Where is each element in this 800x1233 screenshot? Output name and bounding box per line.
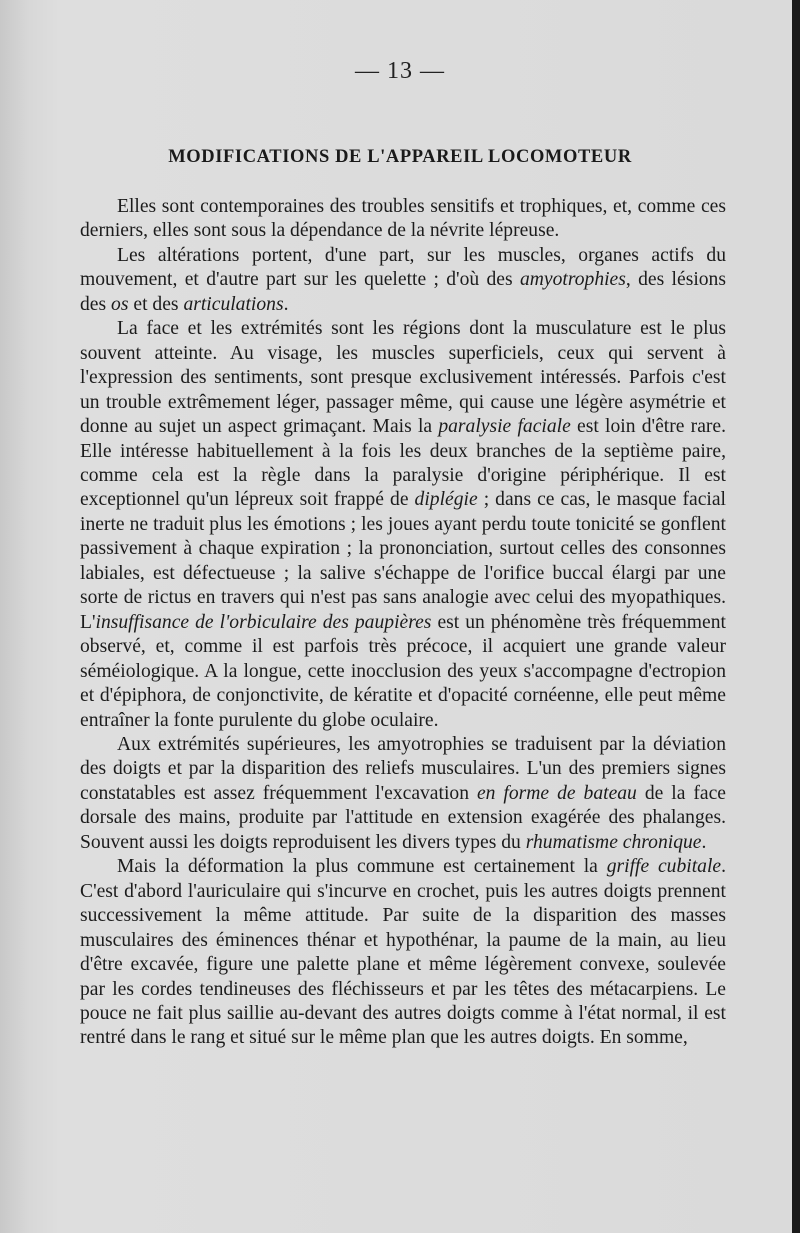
paragraph xyxy=(80,195,726,244)
italic-term: insuffisance de l'orbiculaire des paupières xyxy=(95,611,432,633)
page-number: — 13 — xyxy=(355,58,445,84)
paragraph xyxy=(80,733,726,855)
text-run: Mais la déformation la plus commune est certainement la xyxy=(117,856,607,878)
text-run: ; dans ce cas, le masque facial inerte ne traduit plus les émotions ; les joues ayant perdu toute tonicité se gonflent passivement à chaque expiration ; la prononciation, surtout celles des consonnes labiales, est défectueuse ; la salive s'échappe de l'orifice buccal élargi par une sorte de rictus en travers qui n'est pas sans analogie avec celui des myopathiques. L' xyxy=(80,489,726,633)
text-run: Aux extrémités supérieures, les amyotrophies se traduisent par la déviation des doigts et par la disparition des reliefs musculaires. L'un des premiers signes constatables est assez fréquemment l'excavation xyxy=(80,733,726,804)
text-run: est loin d'être rare. Elle intéresse habituellement à la fois les deux branches de la septième paire, comme cela est la règle dans la paralysie d'origine périphérique. Il est exceptionnel qu'un lépreux soit frappé de xyxy=(80,416,727,511)
text-run: Les altérations portent, d'une part, sur les muscles, organes actifs du mouvement, et d'autre part sur les quelette ; d'où des xyxy=(80,244,726,291)
text-run: est un phénomène très fréquemment observé, et, comme il est parfois très précoce, il acquiert une grande valeur séméiologique. A la longue, cette inocclusion des yeux s'accompagne d'ectropion et d'épiphora, de conjonctivite, de kératite et d'opacité cornéenne, elle peut même entraîner la fonte purulente du globe oculaire. xyxy=(80,611,726,731)
paragraph xyxy=(80,244,726,317)
text-run: . xyxy=(283,293,289,315)
italic-term: griffe cubitale xyxy=(606,856,722,878)
italic-term: os xyxy=(111,293,129,315)
paragraph xyxy=(80,317,726,733)
paragraph xyxy=(80,855,726,1051)
text-run: de la face dorsale des mains, produite par l'attitude en extension exagérée des phalanges. Souvent aussi les doigts reproduisent les divers types du xyxy=(80,782,726,853)
italic-term: amyotrophies xyxy=(519,269,626,291)
italic-term: paralysie faciale xyxy=(438,416,571,438)
italic-term: en forme de bateau xyxy=(476,782,637,804)
body-text xyxy=(80,195,726,1051)
section-heading: MODIFICATIONS DE L'APPAREIL LOCOMOTEUR xyxy=(168,147,632,167)
text-run: et des xyxy=(128,293,184,315)
italic-term: rhumatisme chronique xyxy=(525,831,702,853)
italic-term: articulations xyxy=(183,293,284,315)
text-run: . xyxy=(701,831,707,853)
text-run: , des lésions des xyxy=(80,269,726,315)
text-run: . C'est d'abord l'auriculaire qui s'incurve en crochet, puis les autres doigts prennent successivement la même attitude. Par suite de la disparition des masses musculaires des éminences thénar et hypothénar, la paume de la main, au lieu d'être excavée, figure une palette plane et même légèrement convexe, soulevée par les cordes tendineuses des fléchisseurs et par les têtes des métacarpiens. Le pouce ne fait plus saillie au-devant des autres doigts comme à l'état normal, il est rentré dans le rang et situé sur le même plan que les autres doigts. En somme, xyxy=(80,856,727,1049)
italic-term: diplégie xyxy=(414,489,478,511)
text-run: La face et les extrémités sont les régions dont la musculature est le plus souvent atteinte. Au visage, les muscles superficiels, ceux qui servent à l'expression des sentiments, sont presque exclusivement intéressés. Parfois c'est un trouble extrêmement léger, passager même, qui cause une légère asymétrie et donne au sujet un aspect grimaçant. Mais la xyxy=(80,318,726,438)
text-run: Elles sont contemporaines des troubles sensitifs et trophiques, et, comme ces derniers, elles sont sous la dépendance de la névrite lépreuse. xyxy=(80,196,726,242)
